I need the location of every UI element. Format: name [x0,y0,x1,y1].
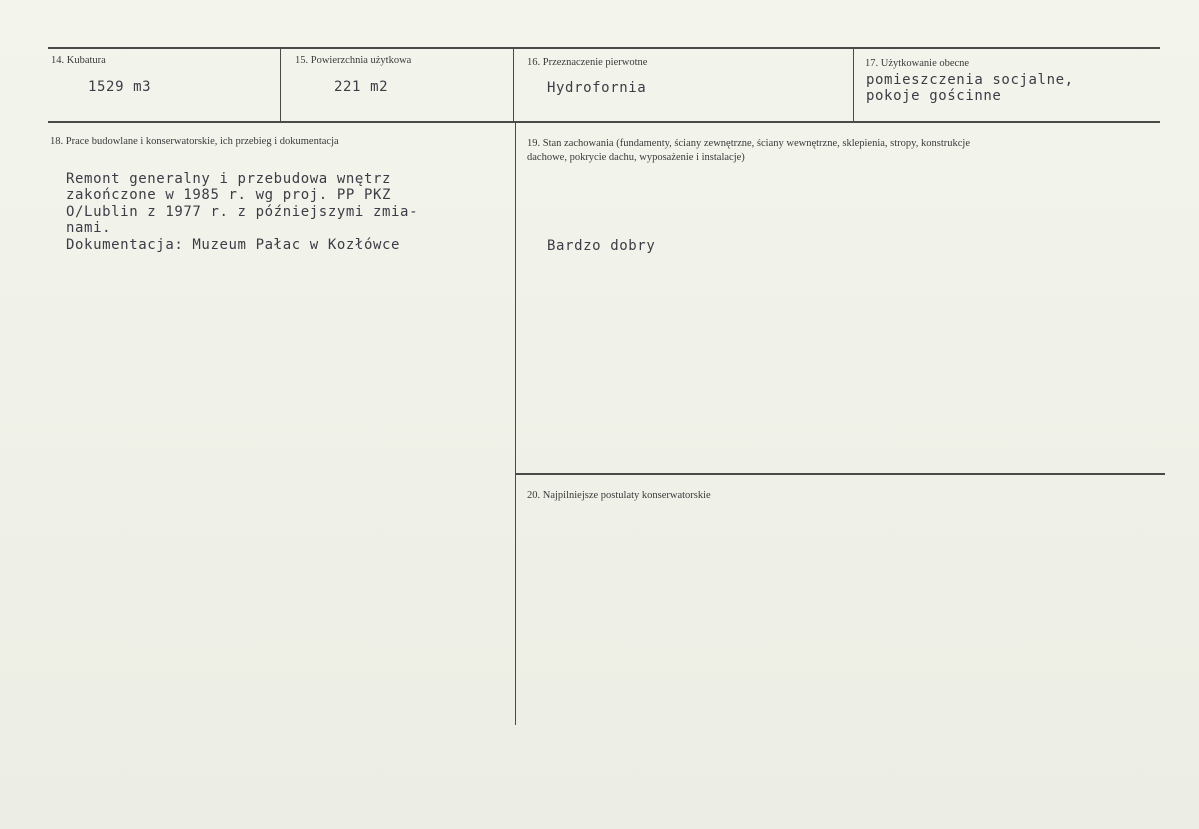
postulaty-label: 20. Najpilniejsze postulaty konserwatorskie [527,490,711,501]
uzytkowanie-value-line1: pomieszczenia socjalne, [866,72,1074,88]
row1-bottom-rule [48,121,1160,123]
kubatura-value: 1529 m3 [88,79,152,95]
powierzchnia-label: 15. Powierzchnia użytkowa [295,55,412,66]
powierzchnia-value: 221 m2 [334,79,389,95]
kubatura-label: 14. Kubatura [51,55,106,66]
divider-left-right [515,121,516,725]
prace-line-5: Dokumentacja: Muzeum Pałac w Kozłówce [66,237,401,253]
stan-label-line2: dachowe, pokrycie dachu, wyposażenie i instalacje) [527,152,745,163]
uzytkowanie-value-line2: pokoje gościnne [866,88,1002,104]
divider-16-17 [853,47,854,123]
prace-label: 18. Prace budowlane i konserwatorskie, ich przebieg i dokumentacja [50,136,339,147]
divider-14-15 [280,47,281,123]
stan-label-line1: 19. Stan zachowania (fundamenty, ściany zewnętrzne, ściany wewnętrzne, sklepienia, stropy, konstrukcje [527,138,970,149]
przeznaczenie-label: 16. Przeznaczenie pierwotne [527,57,648,68]
top-rule [48,47,1160,49]
prace-line-4: nami. [66,220,112,236]
przeznaczenie-value: Hydrofornia [547,80,647,96]
prace-line-1: Remont generalny i przebudowa wnętrz [66,171,392,187]
prace-line-3: O/Lublin z 1977 r. z późniejszymi zmia- [66,204,419,220]
prace-line-2: zakończone w 1985 r. wg proj. PP PKZ [66,187,392,203]
uzytkowanie-label: 17. Użytkowanie obecne [865,58,970,69]
divider-15-16 [513,47,514,123]
section19-bottom-rule [515,473,1165,475]
stan-value: Bardzo dobry [547,238,656,254]
